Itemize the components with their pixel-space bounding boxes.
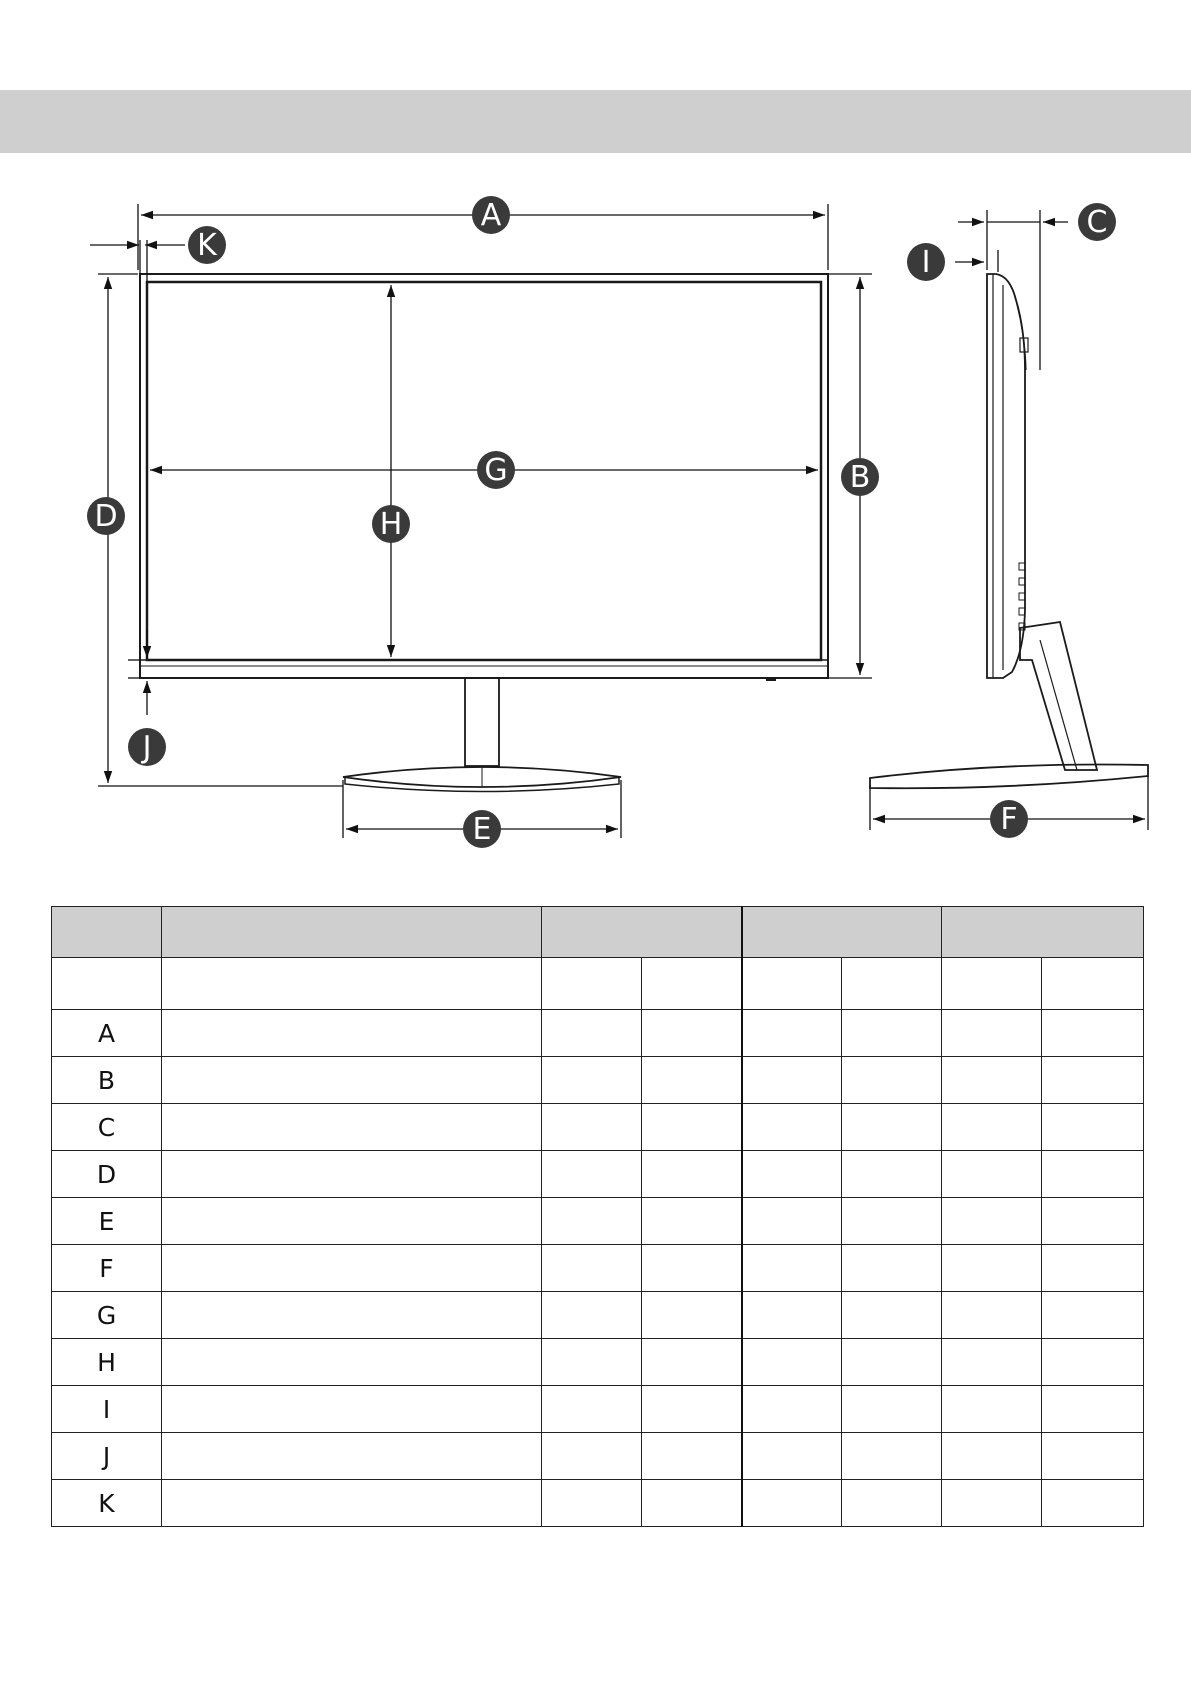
table-row — [52, 1245, 1144, 1292]
row-label: K — [52, 1480, 162, 1527]
table-row — [52, 1339, 1144, 1386]
row-label: J — [52, 1433, 162, 1480]
table-row — [52, 1010, 1144, 1057]
table-row — [52, 1057, 1144, 1104]
svg-text:H: H — [379, 507, 403, 542]
row-label: F — [52, 1245, 162, 1292]
callout-G — [477, 451, 515, 489]
callout-F — [990, 800, 1028, 838]
header-cell — [162, 907, 542, 958]
row-label: C — [52, 1104, 162, 1151]
front-view — [140, 274, 828, 792]
callout-H — [372, 505, 410, 543]
side-dimension-lines — [870, 210, 1148, 830]
svg-text:B: B — [849, 460, 871, 495]
table-subheader-row — [52, 958, 1144, 1010]
front-dimension-lines — [90, 204, 872, 838]
side-view — [870, 274, 1148, 788]
table-row — [52, 1386, 1144, 1433]
svg-text:D: D — [94, 499, 118, 534]
header-cell — [742, 907, 942, 958]
row-label: H — [52, 1339, 162, 1386]
svg-text:A: A — [480, 198, 502, 233]
svg-text:F: F — [1000, 802, 1018, 837]
row-label: E — [52, 1198, 162, 1245]
callout-B — [841, 458, 879, 496]
header-cell — [52, 907, 162, 958]
callout-E — [463, 810, 501, 848]
callout-D — [87, 497, 125, 535]
side-stand-base — [870, 765, 1148, 789]
callout-I — [907, 243, 945, 281]
row-label: B — [52, 1057, 162, 1104]
table-row — [52, 1292, 1144, 1339]
stand-neck — [465, 678, 499, 766]
table-row — [52, 1104, 1144, 1151]
table-row — [52, 1151, 1144, 1198]
svg-text:J: J — [142, 730, 152, 765]
callouts — [87, 196, 1116, 848]
callout-C — [1078, 203, 1116, 241]
table-row — [52, 1433, 1144, 1480]
row-label: G — [52, 1292, 162, 1339]
table-row — [52, 1480, 1144, 1527]
callout-J — [128, 728, 166, 766]
svg-text:I: I — [921, 245, 931, 280]
svg-text:G: G — [484, 453, 508, 488]
svg-text:C: C — [1086, 205, 1108, 240]
callout-A — [472, 196, 510, 234]
dimension-table — [51, 906, 1144, 1527]
row-label: I — [52, 1386, 162, 1433]
row-label: D — [52, 1151, 162, 1198]
row-label: A — [52, 1010, 162, 1057]
callout-K — [188, 226, 226, 264]
side-stand-arm — [1020, 622, 1097, 770]
header-cell — [542, 907, 742, 958]
table-header-row — [52, 907, 1144, 958]
table-row — [52, 1198, 1144, 1245]
svg-text:E: E — [472, 812, 492, 847]
header-cell — [942, 907, 1144, 958]
svg-text:K: K — [197, 228, 217, 263]
